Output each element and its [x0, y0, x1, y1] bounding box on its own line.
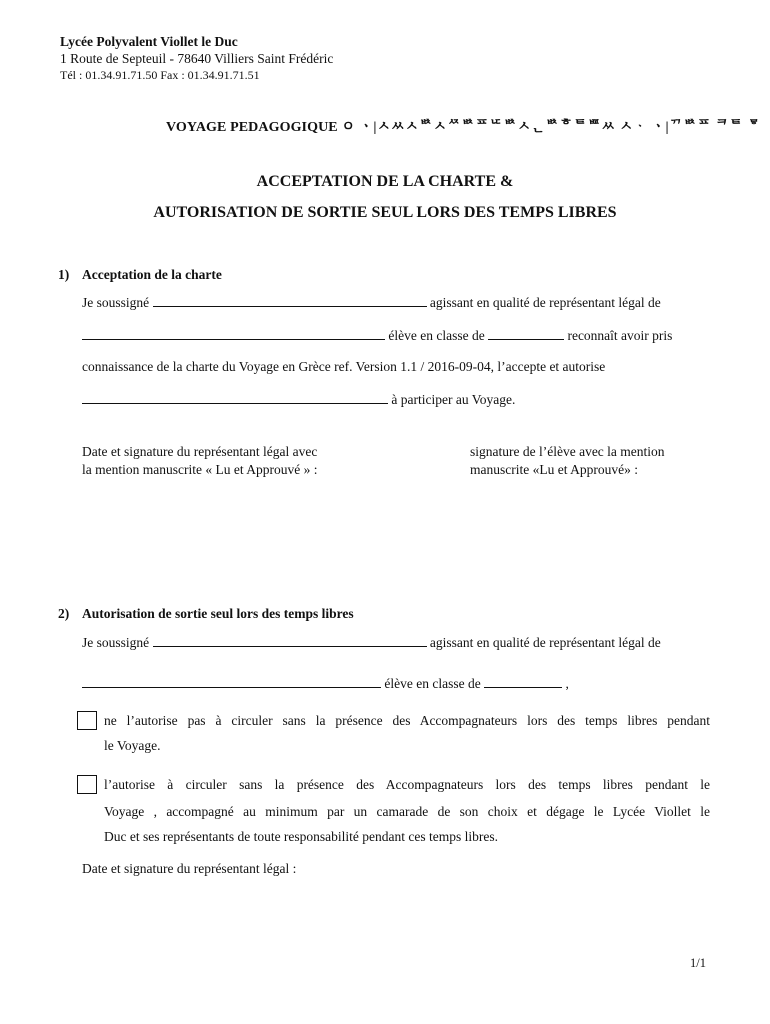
- title-line-2: AUTORISATION DE SORTIE SEUL LORS DES TEMPS LIBRES: [153, 204, 617, 221]
- section1-classe-label: élève en classe de: [388, 328, 485, 343]
- section1-number: 1): [58, 267, 70, 282]
- section1-sign-left-2: la mention manuscrite « Lu et Approuvé » :: [82, 462, 318, 477]
- section1-line-1: [82, 294, 661, 311]
- voyage-label: VOYAGE PEDAGOGIQUE: [166, 120, 338, 135]
- section1-line-4: [82, 391, 515, 408]
- option2-line-3: Duc et ses représentants de toute responsabilité pendant ces temps libres.: [104, 829, 499, 844]
- section2-heading: [58, 606, 354, 622]
- section2-line-2: [82, 675, 569, 692]
- section1-heading: [58, 267, 222, 283]
- school-address: 1 Route de Septeuil - 78640 Villiers Saint Frédéric: [60, 51, 334, 66]
- section1-reconnait-label: reconnaît avoir pris: [567, 328, 673, 343]
- section1-soussigne-label: Je soussigné: [82, 295, 150, 310]
- option2-checkbox[interactable]: [77, 775, 97, 794]
- school-name: Lycée Polyvalent Viollet le Duc: [60, 34, 238, 49]
- section1-student-name-field[interactable]: [82, 327, 385, 340]
- section1-line-3: connaissance de la charte du Voyage en Grèce ref. Version 1.1 / 2016-09-04, l’accepte et autorise: [82, 359, 606, 374]
- section1-sign-left-1: Date et signature du représentant légal avec: [82, 444, 318, 459]
- section1-class-field[interactable]: [488, 327, 564, 340]
- section2-number: 2): [58, 606, 70, 621]
- section1-participer-label: à participer au Voyage.: [391, 392, 516, 407]
- option2-line-2: Voyage , accompagné au minimum par un camarade de son choix et dégage le Lycée Viollet le: [104, 804, 710, 819]
- section2-name-field[interactable]: [153, 634, 427, 647]
- section1-student-field[interactable]: [82, 391, 388, 404]
- section2-representant-label: agissant en qualité de représentant légal de: [429, 635, 661, 650]
- section2-soussigne-label: Je soussigné: [82, 635, 150, 650]
- option1-line-1: ne l’autorise pas à circuler sans la présence des Accompagnateurs lors des temps libres pendant: [104, 713, 710, 728]
- voyage-heading: [166, 116, 761, 136]
- section1-sign-right-2: manuscrite «Lu et Approuvé» :: [470, 462, 638, 477]
- section1-line-2: [82, 327, 672, 344]
- section1-title: Acceptation de la charte: [82, 267, 222, 282]
- section2-line-1: [82, 634, 661, 651]
- section2-comma: ,: [565, 676, 569, 691]
- section2-class-field[interactable]: [484, 675, 562, 688]
- school-contact: Tél : 01.34.91.71.50 Fax : 01.34.91.71.51: [60, 68, 260, 82]
- section1-name-field[interactable]: [153, 294, 427, 307]
- section1-sign-right-1: signature de l’élève avec la mention: [470, 444, 665, 459]
- option1-line-2: le Voyage.: [104, 738, 161, 753]
- option1-checkbox[interactable]: [77, 711, 97, 730]
- page-number: 1/1: [690, 956, 706, 970]
- title-line-1: ACCEPTATION DE LA CHARTE &: [256, 173, 514, 190]
- section2-title: Autorisation de sortie seul lors des temps libres: [82, 606, 354, 621]
- section1-representant-label: agissant en qualité de représentant légal de: [429, 295, 661, 310]
- voyage-garbled-text: ㅇ ㆍ|ㅅㅆㅅᄨㅅᄶᄨᄑᄕᄨㅅᆫᄨᄒᄐᄪㅆ ㅅᆞ ㆍ|ᄁᄨᄑ ᄏᄐ ᄝ: [341, 120, 762, 135]
- section2-sign-label: Date et signature du représentant légal :: [82, 861, 297, 876]
- option2-line-1: l’autorise à circuler sans la présence des Accompagnateurs lors des temps libres pendant le: [104, 777, 710, 792]
- section2-student-name-field[interactable]: [82, 675, 381, 688]
- section2-classe-label: élève en classe de: [384, 676, 481, 691]
